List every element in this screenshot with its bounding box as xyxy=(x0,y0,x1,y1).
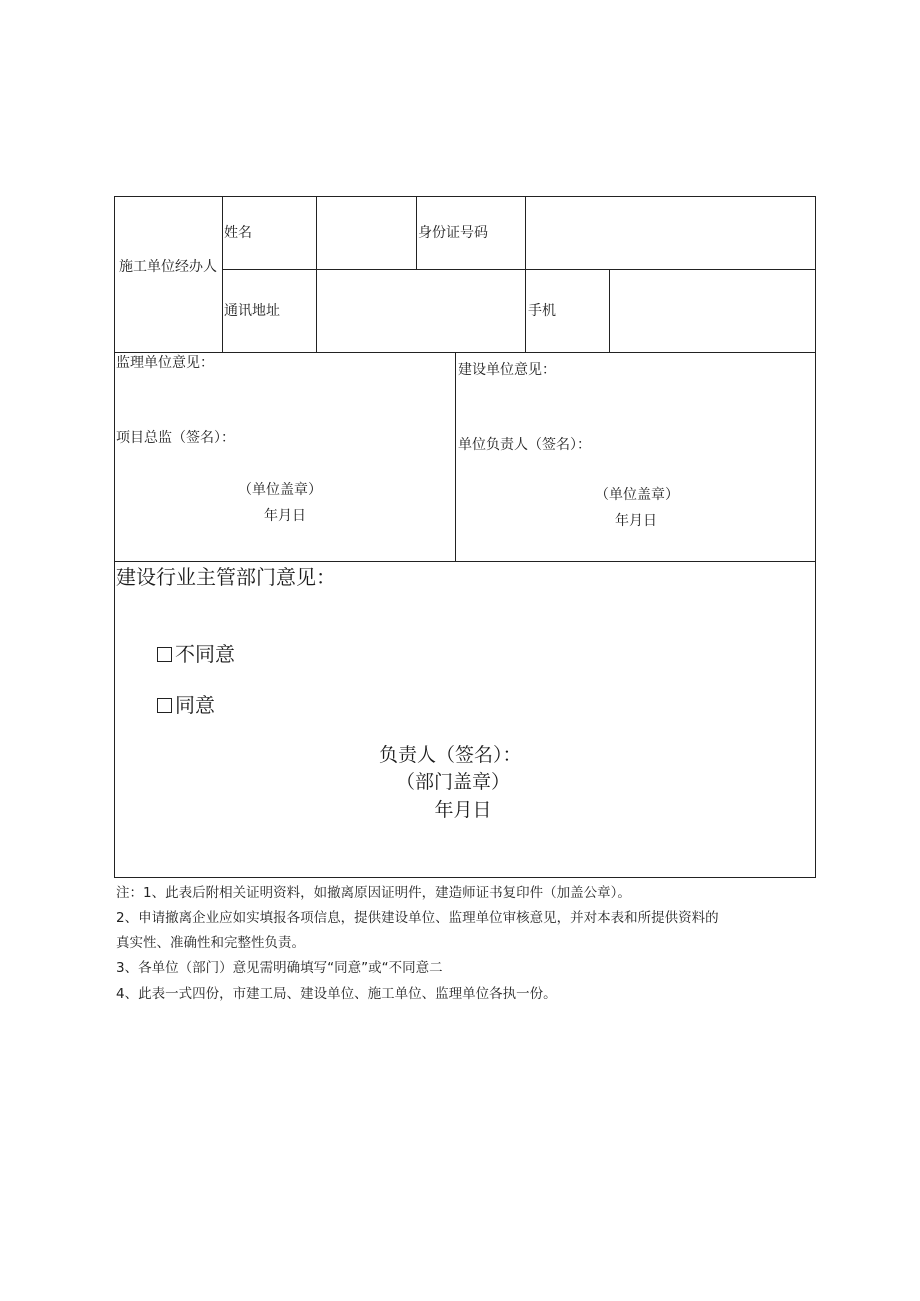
id-number-label: 身份证号码 xyxy=(418,225,488,241)
phone-label: 手机 xyxy=(528,303,556,319)
disagree-label: 不同意 xyxy=(175,642,235,666)
disagree-option[interactable] xyxy=(157,642,235,666)
authority-date: 年月日 xyxy=(434,799,492,821)
agree-label: 同意 xyxy=(175,693,215,717)
construction-seal: （单位盖章） xyxy=(595,487,679,503)
address-field[interactable] xyxy=(318,302,523,322)
construction-signer: 单位负责人（签名）： xyxy=(458,437,591,453)
agree-checkbox[interactable] xyxy=(157,698,172,713)
construction-opinion-title: 建设单位意见： xyxy=(458,362,556,378)
supervision-date: 年月日 xyxy=(264,508,306,524)
authority-seal: （部门盖章） xyxy=(395,771,510,793)
note-line-4: 3、各单位（部门）意见需明确填写“同意”或“不同意二 xyxy=(116,960,443,976)
applicant-section-label: 施工单位经办人 xyxy=(119,259,217,275)
note-line-1: 注：1、此表后附相关证明资料，如撤离原因证明件，建造师证书复印件（加盖公章）。 xyxy=(116,885,631,901)
address-label: 通讯地址 xyxy=(224,303,280,319)
name-label: 姓名 xyxy=(224,225,252,241)
authority-opinion-title: 建设行业主管部门意见： xyxy=(116,565,336,589)
id-number-field[interactable] xyxy=(527,224,813,244)
authority-signer: 负责人（签名）： xyxy=(379,744,522,766)
phone-field[interactable] xyxy=(611,302,813,322)
note-line-2: 2、申请撤离企业应如实填报各项信息，提供建设单位、监理单位审核意见，并对本表和所提供资料的 xyxy=(116,910,719,926)
supervision-seal: （单位盖章） xyxy=(238,482,322,498)
agree-option[interactable] xyxy=(157,693,215,717)
supervision-signer: 项目总监（签名）： xyxy=(116,430,235,446)
note-line-5: 4、此表一式四份，市建工局、建设单位、施工单位、监理单位各执一份。 xyxy=(116,986,557,1002)
construction-date: 年月日 xyxy=(615,513,657,529)
supervision-opinion-title: 监理单位意见： xyxy=(116,355,214,371)
disagree-checkbox[interactable] xyxy=(157,647,172,662)
name-field[interactable] xyxy=(318,224,414,244)
note-line-3: 真实性、准确性和完整性负责。 xyxy=(116,935,305,951)
